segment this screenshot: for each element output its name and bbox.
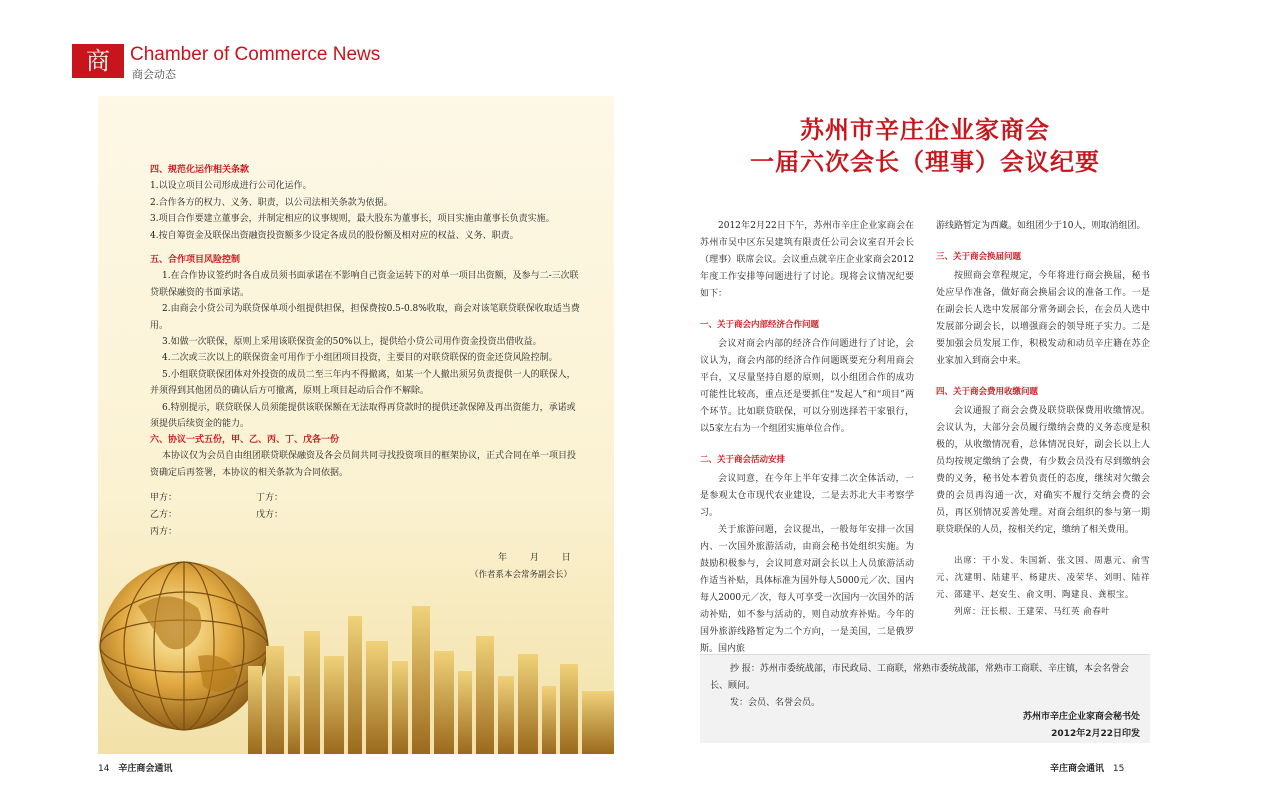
globe-icon bbox=[100, 562, 268, 730]
article-column-2 bbox=[936, 218, 1150, 621]
paragraph-2a: 会议同意，在今年上半年安排二次全体活动，一是参观太仓市现代农业建设，二是去苏北大丰考察学习。 bbox=[700, 474, 914, 518]
issue-date: 2012年2月22日印发 bbox=[1051, 729, 1140, 739]
issuer-signature bbox=[1023, 709, 1140, 743]
signature-party-ding: 丁方： bbox=[256, 493, 284, 503]
paragraph-3: 按照商会章程规定，今年将进行商会换届，秘书处应早作准备，做好商会换届会议的准备工作。一是在副会长人选中发展部分常务副会长，在会员人选中发展部分副会长，以增强商会的领导班子实力。二是要加强会员发展工作，积极发动和动员辛庄籍在苏企业家加入到商会中来。 bbox=[936, 271, 1150, 366]
article-column-1 bbox=[700, 218, 914, 658]
observers-list: 列席：汪长根、王建荣、马红英 俞春叶 bbox=[954, 607, 1111, 617]
city-skyline bbox=[248, 606, 614, 754]
signature-party-jia: 甲方： bbox=[150, 493, 178, 503]
distribution-box bbox=[700, 654, 1150, 743]
section-6-heading: 六、协议一式五份，甲、乙、丙、丁、戊各一份 bbox=[150, 435, 340, 445]
heading-1: 一、关于商会内部经济合作问题 bbox=[700, 320, 820, 330]
signature-party-bing: 丙方： bbox=[150, 527, 178, 537]
attendees-list: 出席：干小发、朱国新、张文国、周惠元、俞雪元、沈建明、陆建平、杨建庆、凌荣华、刘明、陆祥元、邵建平、赵安生、俞文明、陶建良、龚根宝。 bbox=[936, 556, 1150, 600]
footer-right bbox=[1050, 761, 1124, 774]
section-5-heading: 五、合作项目风险控制 bbox=[150, 255, 241, 265]
section-6 bbox=[150, 432, 584, 481]
section-6-text: 本协议仅为会员自由组团联贷联保融资及各会员间共同寻找投资项目的框架协议，正式合同在单一项目投资确定后再签署，本协议的相关条款为合同依据。 bbox=[150, 451, 577, 478]
section-5-item: 1.在合作协议签约时各自成员须书面承诺在不影响自己资金运转下的对单一项目出资额，及参与二-三次联贷联保融资的书面承诺。 bbox=[150, 271, 579, 298]
section-5-item: 3.如做一次联保，原则上采用该联保资金的50%以上，提供给小贷公司用作资金投资出借收益。 bbox=[162, 337, 542, 348]
distribution-text bbox=[710, 661, 1140, 712]
cc-members: 发：会员、名誉会员。 bbox=[730, 698, 821, 708]
signature-party-yi: 乙方： bbox=[150, 510, 178, 520]
section-5-item: 4.二次或三次以上的联保资金可用作于小组团项目投资，主要目的对联贷联保的资金还贷风险控制。 bbox=[162, 353, 558, 364]
cc-recipients: 抄 报：苏州市委统战部，市民政局、工商联，常熟市委统战部，常熟市工商联、辛庄镇，本会名誉会长、顾问。 bbox=[710, 664, 1129, 691]
paragraph-2b: 关于旅游问题，会议提出，一般每年安排一次国内、一次国外旅游活动，由商会秘书处组织实施。为鼓励积极参与，会议同意对副会长以上人员旅游活动作适当补贴，具体标准为国外每人5000元／次、国内每人2000元／次，每人可享受一次国内一次国外的活动补贴，如不参与活动的，则自动放弃补贴。今年的国外旅游线路暂定为二个方向，一是美国，二是俄罗斯。国内旅 bbox=[700, 525, 914, 654]
section-4-item: 4.按自筹资金及联保出资融资投资额多少设定各成员的股份额及相对应的权益、义务、职责。 bbox=[150, 230, 519, 241]
section-4-item: 1.以设立项目公司形成进行公司化运作。 bbox=[150, 181, 312, 192]
section-5-item: 2.由商会小贷公司为联贷保单项小组提供担保，担保费按0.5-0.8%收取，商会对该笔联贷联保收取适当费用。 bbox=[150, 304, 580, 331]
paragraph-4: 会议通报了商会会费及联贷联保费用收缴情况。会议认为，大部分会员履行缴纳会费的义务态度是积极的，从收缴情况看，总体情况良好，副会长以上人员均按规定缴纳了会费，有少数会员没有尽到缴纳会费的义务，秘书处本着负责任的态度，继续对欠缴会费的会员再沟通一次，对确实不履行交纳会费的会员，再区别情况妥善处理。对商会组织的参与第一期联贷联保的人员，按相关约定，缴纳了相关费用。 bbox=[936, 406, 1150, 535]
heading-3: 三、关于商会换届问题 bbox=[936, 252, 1022, 262]
paragraph-2-continued: 游线路暂定为西藏。如组团少于10人，则取消组团。 bbox=[936, 221, 1146, 231]
page-number-left: 14 bbox=[98, 764, 110, 774]
issuer-org: 苏州市辛庄企业家商会秘书处 bbox=[1022, 712, 1140, 722]
paragraph-1: 会议对商会内部的经济合作问题进行了讨论，会议认为，商会内部的经济合作问题既要充分利用商会平台，又尽量坚持自愿的原则，以小组团合作的成功可能性比较高，重点还是要抓住“发起人”和“项目”两个环节。比如联贷联保，可以分别选择若干家银行，以5家左右为一个组团实施单位合作。 bbox=[700, 339, 914, 434]
globe-skyline-illustration bbox=[98, 536, 614, 754]
date-line: 年 月 日 bbox=[498, 553, 581, 563]
section-4-item: 3.项目合作要建立董事会，并制定相应的议事规则，最大股东为董事长，项目实施由董事长负责实施。 bbox=[150, 214, 555, 225]
section-4 bbox=[150, 162, 584, 244]
article-title-line1: 苏州市辛庄企业家商会 bbox=[800, 116, 1050, 144]
author-note: （作者系本会常务副会长） bbox=[470, 570, 573, 580]
publication-name-right: 辛庄商会通讯 bbox=[1050, 764, 1105, 774]
section-5-item: 5.小组联贷联保团体对外投资的成员二至三年内不得撤离，如某一个人撤出须另负责提供一人的联保人，并须得到其他团员的确认后方可撤离，原则上项目起动后合作不解除。 bbox=[150, 369, 576, 397]
left-page-panel bbox=[98, 96, 614, 754]
section-5 bbox=[150, 252, 584, 432]
footer-left bbox=[98, 761, 172, 774]
section-4-heading: 四、规范化运作相关条款 bbox=[150, 165, 250, 175]
magazine-logo: 商 bbox=[72, 44, 124, 78]
publication-name-left: 辛庄商会通讯 bbox=[118, 764, 173, 774]
page-number-right: 15 bbox=[1112, 764, 1125, 774]
section-4-item: 2.合作各方的权力、义务、职责，以公司法相关条款为依据。 bbox=[150, 197, 393, 208]
article-title-line2: 一届六次会长（理事）会议纪要 bbox=[750, 148, 1100, 176]
section-title-en: Chamber of Commerce News bbox=[130, 44, 381, 65]
signature-party-wu: 戊方： bbox=[256, 510, 284, 520]
article-intro: 2012年2月22日下午，苏州市辛庄企业家商会在苏州市吴中区东吴建筑有限责任公司会议室召开会长（理事）联席会议。会议重点就辛庄企业家商会2012年度工作安排等问题进行了讨论。现将会议情况纪要如下： bbox=[700, 221, 914, 299]
section-title-cn: 商会动态 bbox=[132, 68, 176, 81]
heading-4: 四、关于商会费用收缴问题 bbox=[936, 387, 1039, 397]
section-5-item: 6.特别提示，联贷联保人员须能提供该联保额在无法取得再贷款时的提供还款保障及再出资能力，承诺或须提供后续资金的能力。 bbox=[150, 402, 576, 430]
heading-2: 二、关于商会活动安排 bbox=[700, 455, 786, 465]
